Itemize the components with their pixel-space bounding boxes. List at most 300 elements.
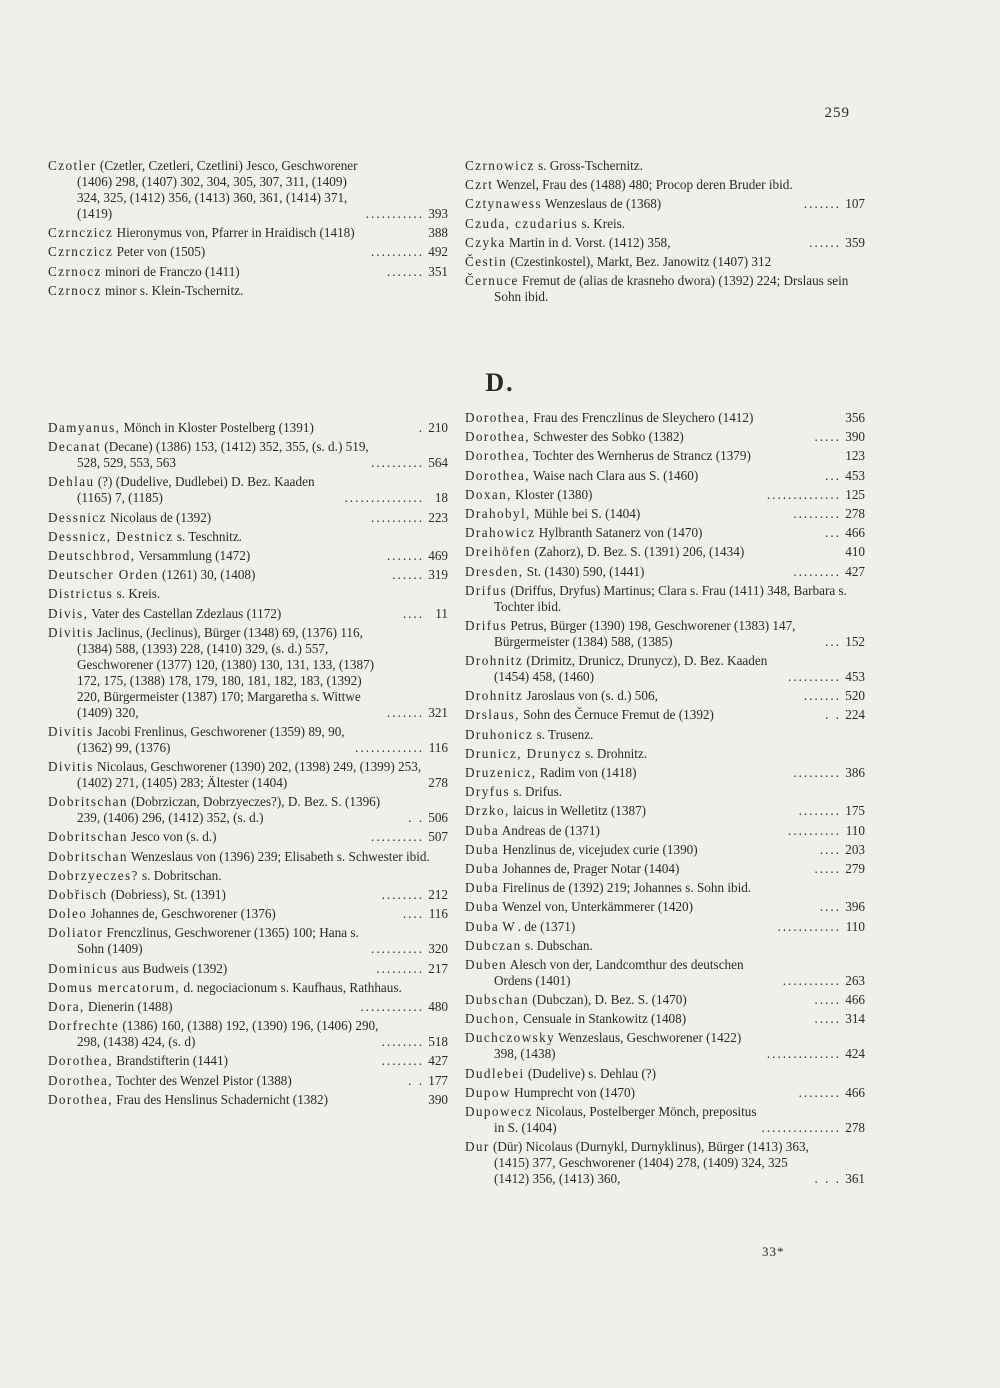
entry-detail: Dienerin (1488): [84, 998, 173, 1014]
entry-page-ref: 469: [428, 547, 448, 563]
entry-headword: Czyka: [465, 234, 506, 250]
entry-text: [48, 999, 358, 1015]
index-entry: [48, 510, 448, 526]
entry-detail: W . de (1371): [499, 918, 576, 934]
index-entry: [48, 1053, 448, 1069]
entry-detail: Wenzel, Frau des (1488) 480; Procop deren Bruder ibid.: [493, 177, 793, 193]
leader-dots: .......: [803, 196, 841, 212]
index-entry: [465, 653, 865, 685]
entry-text: [48, 829, 369, 845]
index-entry: [48, 625, 448, 721]
entry-headword: Czuda, czudarius: [465, 215, 579, 231]
entry-detail: d. negociacionum s. Kaufhaus, Rathhaus.: [180, 979, 402, 995]
entry-headword: Cztynawess: [465, 196, 542, 212]
entry-detail: Radim von (1418): [536, 765, 637, 780]
entry-headword: Duba: [465, 899, 500, 915]
entry-page-ref: 396: [845, 899, 865, 915]
entry-detail: Vater des Castellan Zdezlaus (1172): [88, 605, 282, 621]
index-entry: [48, 961, 448, 977]
leader-dots: .........: [793, 563, 841, 579]
entry-headword: Dorothea,: [48, 1091, 113, 1107]
entry-detail: Nicolaus, Geschworener (1390) 202, (1398) 249, (1399) 253, (1402) 271, (1405) 283; Ältester (1404): [77, 759, 422, 791]
index-column-top-left: [48, 158, 448, 302]
entry-text: [465, 746, 865, 762]
entry-headword: Dominicus: [48, 960, 119, 976]
index-entry: [48, 999, 448, 1015]
entry-headword: Dupow: [465, 1084, 511, 1100]
leader-dots: .........: [793, 765, 841, 780]
index-entry: [465, 727, 865, 743]
entry-headword: Dora,: [48, 998, 85, 1014]
entry-detail: (Czestinkostel), Markt, Bez. Janowitz (1407) 312: [507, 253, 772, 269]
entry-headword: Dryfus: [465, 784, 511, 800]
index-entry: [465, 618, 865, 650]
entry-text: [48, 606, 401, 622]
entry-text: [465, 823, 786, 839]
entry-text: [48, 1092, 424, 1108]
index-entry: [465, 880, 865, 896]
entry-headword: Czrnczicz: [48, 244, 114, 260]
leader-dots: ...: [825, 633, 841, 649]
entry-text: [48, 548, 385, 564]
entry-headword: Czrt: [465, 177, 494, 193]
entry-page-ref: 410: [845, 544, 865, 560]
index-entry: [465, 1011, 865, 1027]
entry-text: [465, 842, 818, 858]
entry-page-ref: 351: [428, 263, 448, 279]
index-entry: [465, 957, 865, 989]
entry-detail: Firelinus de (1392) 219; Johannes s. Sohn ibid.: [499, 880, 752, 896]
entry-detail: (Dobrziczan, Dobrzyeczes?), D. Bez. S. (1396) 239, (1406) 296, (1412) 352, (s. d.): [77, 794, 381, 826]
entry-page-ref: 177: [428, 1072, 448, 1088]
entry-text: [465, 919, 775, 935]
entry-headword: Divitis: [48, 723, 94, 739]
entry-text: [465, 506, 791, 522]
entry-headword: Dubczan: [465, 937, 522, 953]
leader-dots: .....: [814, 860, 841, 876]
entry-text: [465, 1085, 797, 1101]
index-entry: [48, 439, 448, 471]
entry-text: [48, 1018, 380, 1050]
index-entry: [465, 899, 865, 915]
index-entry: [465, 506, 865, 522]
entry-detail: Frenczlinus, Geschworener (1365) 100; Hana s. Sohn (1409): [77, 925, 359, 957]
entry-page-ref: 390: [428, 1091, 448, 1107]
entry-detail: Waise nach Clara aus S. (1460): [529, 467, 699, 483]
entry-detail: Hylbranth Satanerz von (1470): [535, 525, 703, 541]
entry-page-ref: 427: [845, 563, 865, 579]
index-entry: [465, 583, 865, 615]
entry-text: [48, 264, 385, 280]
leader-dots: ...............: [344, 490, 424, 506]
entry-text: [48, 1073, 406, 1089]
entry-text: [48, 794, 406, 826]
entry-headword: Dudlebei: [465, 1065, 525, 1081]
entry-headword: Divis,: [48, 605, 89, 621]
entry-headword: Dobritschan: [48, 848, 128, 864]
entry-headword: Černuce: [465, 273, 519, 289]
letter-heading: D.: [485, 368, 515, 397]
leader-dots: ...: [825, 467, 841, 483]
entry-text: [465, 707, 823, 723]
index-entry: [465, 823, 865, 839]
entry-headword: Dur: [465, 1139, 490, 1155]
entry-text: [465, 1011, 813, 1027]
entry-detail: Martin in d. Vorst. (1412) 358,: [505, 234, 671, 250]
entry-detail: (Decane) (1386) 153, (1412) 352, 355, (s. d.) 519, 528, 529, 553, 563: [77, 439, 369, 471]
index-entry: [465, 1139, 865, 1187]
entry-text: [465, 1030, 765, 1062]
entry-text: [465, 525, 823, 541]
index-column-bottom-right: [465, 410, 865, 1190]
index-entry: [465, 842, 865, 858]
entry-detail: (Czetler, Czetleri, Czetlini) Jesco, Geschworener (1406) 298, (1407) 302, 304, 305, 307, 311, (1409) 324, 325, (1412) 356, (1413) 360, 361, (1414) 371, (1419): [77, 158, 358, 221]
entry-text: [465, 727, 865, 743]
entry-page-ref: 518: [428, 1034, 448, 1050]
entry-page-ref: 361: [845, 1171, 865, 1187]
leader-dots: ........: [381, 887, 424, 902]
leader-dots: ..........: [371, 829, 424, 845]
entry-detail: Kloster (1380): [511, 486, 593, 502]
entry-text: [465, 158, 865, 174]
entry-detail: Petrus, Bürger (1390) 198, Geschworener (1383) 147, Bürgermeister (1384) 588, (1385): [494, 617, 796, 649]
entry-detail: (1261) 30, (1408): [158, 567, 256, 583]
index-entry: [465, 1066, 865, 1082]
entry-text: [465, 468, 823, 484]
index-column-top-right: [465, 158, 865, 308]
entry-detail: Mühle bei S. (1404): [530, 505, 641, 521]
signature-mark: 33*: [762, 1244, 785, 1259]
entry-text: [465, 938, 865, 954]
entry-page-ref: 314: [845, 1011, 865, 1027]
index-column-bottom-left: [48, 420, 448, 1111]
leader-dots: ...........: [782, 972, 841, 988]
index-entry: [48, 529, 448, 545]
entry-text: [465, 410, 841, 426]
entry-detail: s. Dubschan.: [521, 937, 593, 953]
entry-detail: Versammlung (1472): [135, 547, 251, 563]
entry-headword: Drohnitz: [465, 688, 524, 704]
entry-headword: Dobřisch: [48, 887, 108, 902]
entry-page-ref: 175: [845, 803, 865, 819]
entry-headword: Druzenicz,: [465, 765, 537, 780]
entry-detail: s. Gross-Tschernitz.: [534, 158, 643, 173]
index-entry: [465, 938, 865, 954]
entry-text: [48, 474, 343, 506]
index-entry: [48, 980, 448, 996]
entry-page-ref: 507: [428, 829, 448, 845]
entry-detail: Andreas de (1371): [499, 822, 600, 838]
index-entry: [48, 474, 448, 506]
entry-text: [48, 567, 390, 583]
index-entry: [465, 688, 865, 704]
entry-page-ref: 321: [428, 704, 448, 720]
entry-page-ref: 116: [428, 906, 448, 922]
entry-page-ref: 18: [434, 490, 448, 506]
entry-detail: (Drimitz, Drunicz, Drunycz), D. Bez. Kaaden (1454) 458, (1460): [494, 653, 768, 685]
index-entry: [465, 177, 865, 193]
entry-text: [48, 887, 380, 903]
leader-dots: .......: [803, 688, 841, 704]
index-entry: [465, 803, 865, 819]
entry-detail: St. (1430) 590, (1441): [523, 563, 645, 579]
entry-text: [465, 1139, 813, 1187]
entry-headword: Czrnowicz: [465, 158, 535, 173]
index-entry: [465, 746, 865, 762]
leader-dots: ............: [777, 918, 841, 934]
entry-page-ref: 11: [435, 605, 448, 621]
leader-dots: .....: [814, 992, 841, 1008]
entry-headword: Dobritschan: [48, 794, 128, 810]
entry-headword: Domus mercatorum,: [48, 979, 181, 995]
entry-text: [48, 625, 385, 721]
index-entry: [465, 765, 865, 781]
leader-dots: ..........: [371, 509, 424, 525]
page-number: 259: [824, 105, 850, 121]
entry-headword: Czotler: [48, 158, 97, 173]
entry-page-ref: 152: [845, 633, 865, 649]
entry-headword: Drifus: [465, 617, 508, 633]
leader-dots: . .: [825, 707, 841, 723]
entry-detail: s. Kreis.: [578, 215, 626, 231]
entry-page-ref: 564: [428, 455, 448, 471]
entry-detail: Fremut de (alias de krasneho dwora) (1392) 224; Drslaus sein Sohn ibid.: [494, 273, 849, 305]
leader-dots: .............: [355, 739, 424, 755]
leader-dots: ....: [402, 906, 424, 922]
index-entry: [465, 707, 865, 723]
entry-headword: Duba: [465, 860, 500, 876]
entry-headword: Dreihöfen: [465, 544, 532, 560]
entry-text: [48, 420, 417, 436]
entry-headword: Dorothea,: [465, 467, 530, 483]
index-entry: [48, 264, 448, 280]
entry-text: [48, 925, 369, 957]
index-entry: [48, 1018, 448, 1050]
entry-detail: (?) (Dudelive, Dudlebei) D. Bez. Kaaden (1165) 7, (1185): [77, 474, 315, 506]
index-entry: [465, 273, 865, 305]
entry-text: [465, 1104, 760, 1136]
entry-text: [465, 784, 865, 800]
entry-text: [465, 216, 865, 232]
entry-page-ref: 217: [428, 960, 448, 976]
entry-page-ref: 356: [845, 410, 865, 425]
leader-dots: ..............: [766, 1046, 841, 1062]
entry-text: [465, 429, 813, 445]
entry-headword: Deutschbrod,: [48, 547, 136, 563]
entry-text: [48, 586, 448, 602]
index-entry: [48, 887, 448, 903]
entry-text: [465, 618, 823, 650]
entry-detail: Jacobi Frenlinus, Geschworener (1359) 89, 90, (1362) 99, (1376): [77, 723, 345, 755]
index-entry: [48, 849, 448, 865]
entry-detail: Wenzel von, Unterkämmerer (1420): [499, 899, 694, 915]
entry-detail: (Dobriess), St. (1391): [107, 887, 226, 902]
entry-page-ref: 210: [428, 420, 448, 435]
entry-page-ref: 390: [845, 429, 865, 445]
leader-dots: ......: [809, 234, 841, 250]
leader-dots: ..........: [371, 941, 424, 957]
entry-headword: Districtus: [48, 586, 114, 602]
entry-page-ref: 110: [845, 822, 865, 838]
entry-headword: Dorothea,: [465, 448, 530, 464]
leader-dots: ..............: [766, 486, 841, 502]
entry-text: [465, 992, 813, 1008]
index-entry: [48, 1073, 448, 1089]
entry-page-ref: 212: [428, 887, 448, 902]
entry-detail: Hieronymus von, Pfarrer in Hraidisch (1418): [113, 225, 355, 241]
index-entry: [48, 1092, 448, 1108]
entry-headword: Doleo: [48, 906, 88, 922]
entry-text: [465, 803, 797, 819]
leader-dots: ........: [381, 1034, 424, 1050]
leader-dots: ....: [819, 899, 841, 915]
leader-dots: ..........: [371, 455, 424, 471]
entry-headword: Dorothea,: [465, 410, 530, 425]
entry-detail: s. Teschnitz.: [173, 528, 242, 544]
leader-dots: .....: [814, 1011, 841, 1027]
entry-detail: (Dubczan), D. Bez. S. (1470): [528, 992, 687, 1008]
leader-dots: .........: [376, 960, 424, 976]
entry-page-ref: 480: [428, 998, 448, 1014]
entry-detail: Censuale in Stankowitz (1408): [519, 1011, 687, 1027]
entry-page-ref: 424: [845, 1046, 865, 1062]
entry-page-ref: 110: [845, 918, 865, 934]
entry-text: [465, 688, 802, 704]
index-entry: [465, 1030, 865, 1062]
entry-detail: Frau des Frenczlinus de Sleychero (1412): [529, 410, 754, 425]
entry-detail: Humprecht von (1470): [510, 1084, 635, 1100]
entry-headword: Druhonicz: [465, 726, 534, 742]
entry-detail: s. Drifus.: [510, 784, 563, 800]
entry-text: [465, 448, 841, 464]
entry-headword: Čestin: [465, 253, 508, 269]
entry-detail: laicus in Welletitz (1387): [509, 803, 647, 819]
leader-dots: ....: [402, 605, 424, 621]
index-entry: [465, 992, 865, 1008]
entry-headword: Damyanus,: [48, 420, 121, 435]
index-entry: [48, 868, 448, 884]
entry-text: [465, 899, 818, 915]
index-entry: [48, 567, 448, 583]
entry-page-ref: 466: [845, 525, 865, 541]
entry-headword: Drohnitz: [465, 653, 524, 669]
index-entry: [465, 525, 865, 541]
leader-dots: . .: [408, 810, 424, 826]
entry-detail: Henzlinus de, vicejudex curie (1390): [499, 841, 698, 857]
entry-text: [48, 283, 448, 299]
entry-headword: Drunicz, Drunycz: [465, 745, 582, 761]
leader-dots: .....: [814, 429, 841, 445]
entry-detail: (Dudelive) s. Dehlau (?): [524, 1065, 657, 1081]
entry-detail: Wenzeslaus von (1396) 239; Elisabeth s. Schwester ibid.: [127, 848, 430, 864]
entry-headword: Divitis: [48, 624, 94, 640]
leader-dots: ............: [360, 998, 424, 1014]
entry-page-ref: 393: [428, 206, 448, 221]
entry-detail: Johannes de, Geschworener (1376): [87, 906, 276, 922]
entry-page-ref: 278: [845, 505, 865, 521]
entry-page-ref: 125: [845, 486, 865, 502]
leader-dots: .: [418, 420, 424, 435]
index-entry: [48, 606, 448, 622]
entry-text: [48, 906, 401, 922]
index-entry: [48, 548, 448, 564]
entry-headword: Dupowecz: [465, 1104, 533, 1119]
entry-headword: Doxan,: [465, 486, 512, 502]
entry-page-ref: 279: [845, 860, 865, 876]
entry-headword: Duba: [465, 918, 500, 934]
index-entry: [465, 784, 865, 800]
entry-headword: Dresden,: [465, 563, 524, 579]
index-entry: [48, 158, 448, 222]
index-entry: [465, 448, 865, 464]
entry-headword: Duba: [465, 880, 500, 896]
entry-text: [465, 765, 791, 781]
leader-dots: ..........: [788, 822, 841, 838]
entry-headword: Duben: [465, 956, 508, 972]
entry-text: [48, 759, 424, 791]
entry-headword: Deutscher Orden: [48, 567, 159, 583]
index-entry: [48, 225, 448, 241]
entry-text: [48, 529, 448, 545]
entry-detail: (1386) 160, (1388) 192, (1390) 196, (1406) 290, 298, (1438) 424, (s. d): [77, 1018, 379, 1050]
index-entry: [465, 158, 865, 174]
entry-detail: Sohn des Černuce Fremut de (1392): [519, 707, 714, 723]
entry-detail: Alesch von der, Landcomthur des deutschen Ordens (1401): [494, 956, 744, 988]
entry-page-ref: 224: [845, 707, 865, 723]
entry-page-ref: 123: [845, 448, 865, 464]
entry-detail: Jaroslaus von (s. d.) 506,: [523, 688, 658, 704]
entry-headword: Drahobyl,: [465, 505, 531, 521]
index-entry: [48, 794, 448, 826]
entry-headword: Dobrzyeczes?: [48, 867, 139, 883]
entry-headword: Dehlau: [48, 474, 95, 490]
index-entry: [465, 429, 865, 445]
entry-page-ref: 278: [845, 1120, 865, 1135]
leader-dots: . . .: [814, 1171, 841, 1187]
entry-detail: Johannes de, Prager Notar (1404): [499, 860, 680, 876]
entry-page-ref: 386: [845, 765, 865, 780]
index-entry: [48, 244, 448, 260]
leader-dots: ...: [825, 525, 841, 541]
entry-page-ref: 492: [428, 244, 448, 260]
index-entry: [465, 919, 865, 935]
entry-text: [465, 583, 865, 615]
entry-headword: Drahowicz: [465, 525, 536, 541]
entry-page-ref: 107: [845, 196, 865, 212]
entry-detail: s. Trusenz.: [533, 726, 594, 742]
entry-detail: Nicolaus, Postelberger Mönch, prepositus in S. (1404): [494, 1104, 757, 1135]
entry-headword: Drifus: [465, 582, 508, 598]
entry-page-ref: 427: [428, 1053, 448, 1069]
entry-headword: Dobritschan: [48, 829, 128, 845]
entry-page-ref: 359: [845, 234, 865, 250]
entry-detail: minor s. Klein-Tschernitz.: [101, 282, 244, 298]
leader-dots: ...........: [365, 206, 424, 221]
entry-detail: (Dür) Nicolaus (Durnykl, Durnyklinus), Bürger (1413) 363, (1415) 377, Geschworener (1404) 278, (1409) 324, 325 (1412) 356, (1413) 360,: [489, 1139, 809, 1187]
entry-text: [465, 957, 781, 989]
index-entry: [48, 925, 448, 957]
entry-text: [465, 880, 865, 896]
index-entry: [465, 216, 865, 232]
entry-text: [48, 980, 448, 996]
entry-headword: Duba: [465, 822, 500, 838]
leader-dots: ..........: [371, 244, 424, 260]
entry-headword: Dorfrechte: [48, 1018, 120, 1034]
index-entry: [465, 410, 865, 426]
entry-page-ref: 506: [428, 810, 448, 826]
entry-detail: Tochter des Wernherus de Strancz (1379): [529, 448, 751, 464]
entry-page-ref: 223: [428, 509, 448, 525]
